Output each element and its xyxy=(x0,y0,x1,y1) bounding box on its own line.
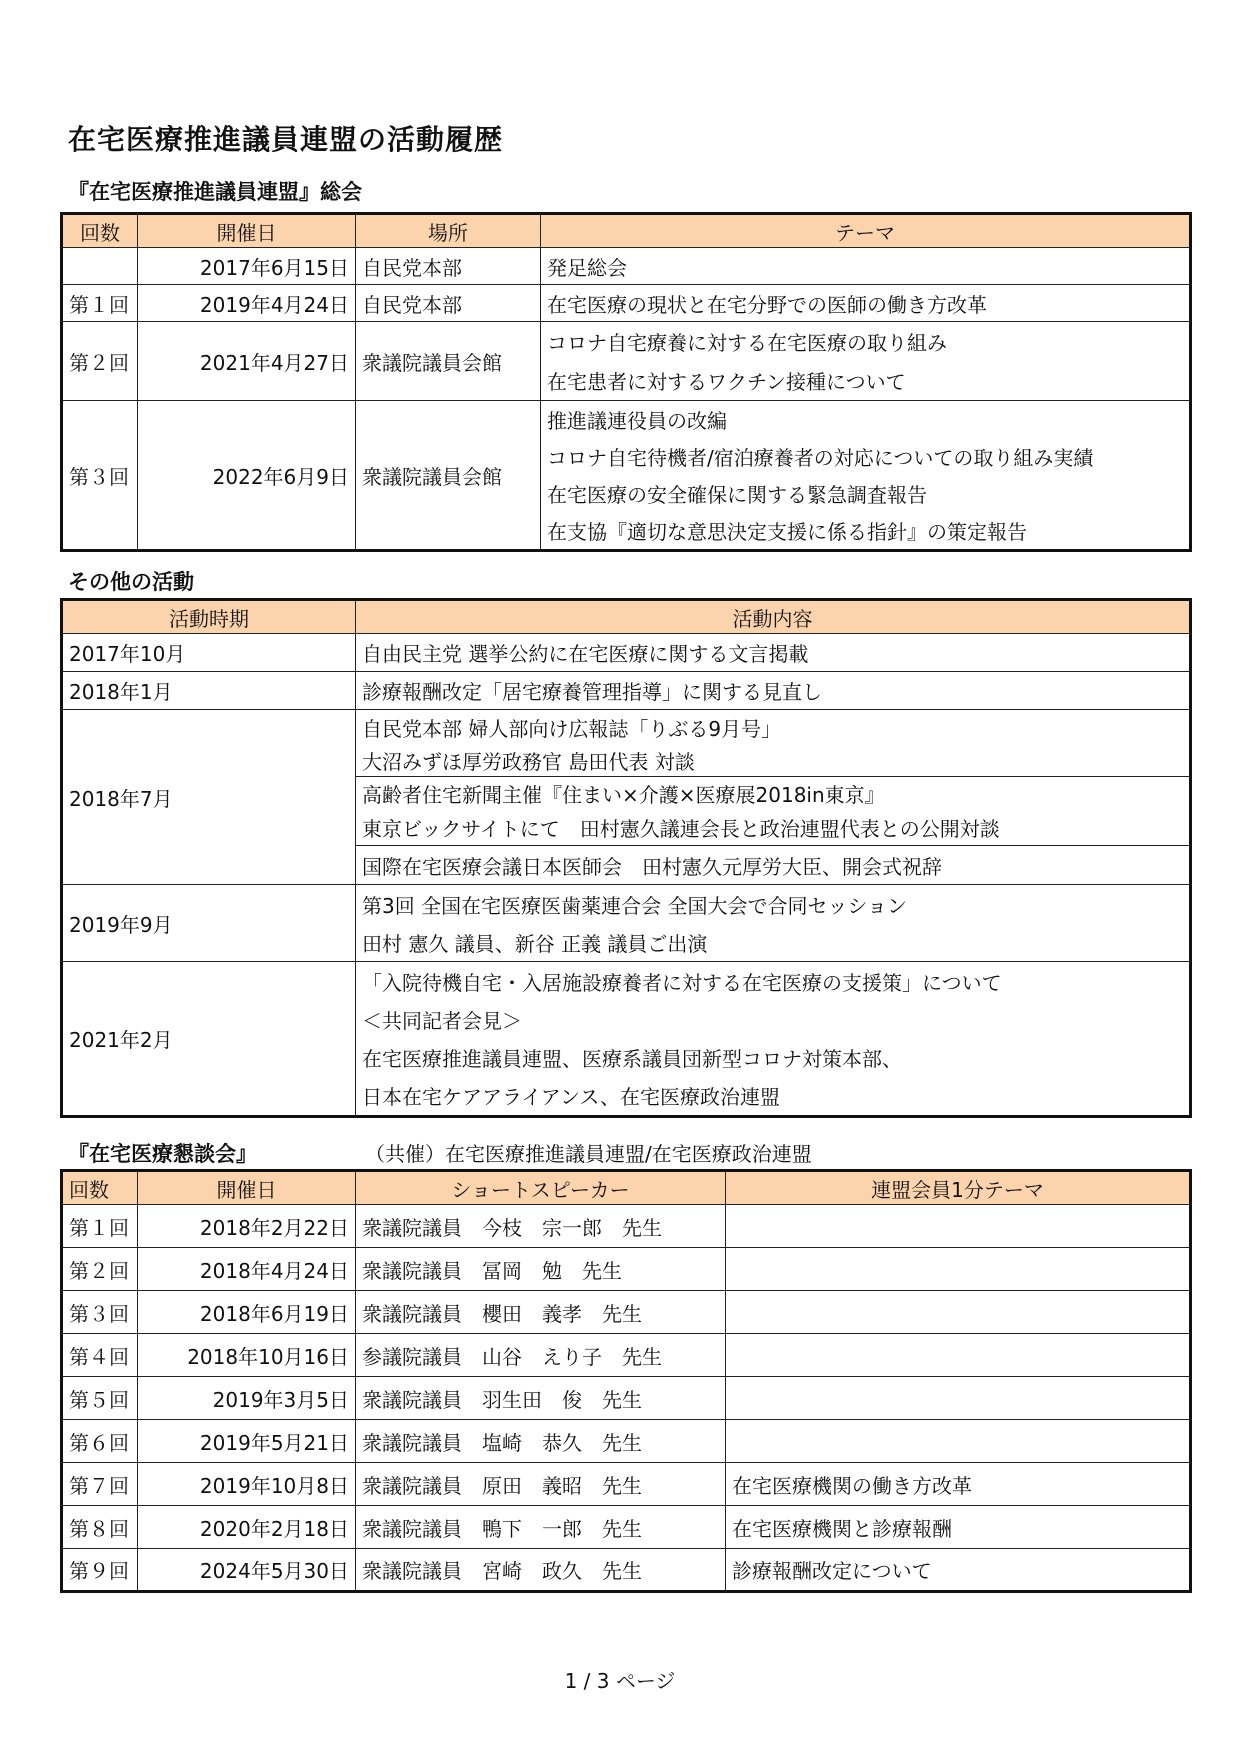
col-header-speaker: ショートスピーカー xyxy=(356,1171,726,1205)
row-member-theme xyxy=(726,1205,1191,1248)
row-place: 自民党本部 xyxy=(356,248,541,285)
row-theme xyxy=(541,322,1191,401)
row-count: 第６回 xyxy=(62,1420,138,1463)
content-line: 国際在宅医療会議日本医師会 田村憲久元厚労大臣、開会式祝辞 xyxy=(356,845,1189,884)
row-member-theme: 診療報酬改定について xyxy=(726,1549,1191,1592)
table-row xyxy=(62,1549,1191,1592)
row-count xyxy=(62,248,138,285)
section1-title: 『在宅医療推進議員連盟』総会 xyxy=(68,180,362,204)
content-line: 高齢者住宅新聞主催『住まい×介護×医療展2018in東京』 xyxy=(356,776,1189,810)
table-row xyxy=(62,710,1191,885)
co-host-note: （共催）在宅医療推進議員連盟/在宅医療政治連盟 xyxy=(365,1142,812,1166)
row-count: 第８回 xyxy=(62,1506,138,1549)
row-period: 2018年1月 xyxy=(62,672,356,710)
col-header-date: 開催日 xyxy=(138,214,356,248)
row-member-theme xyxy=(726,1334,1191,1377)
row-content xyxy=(356,962,1191,1117)
row-count: 第１回 xyxy=(62,285,138,322)
row-member-theme xyxy=(726,1377,1191,1420)
row-content xyxy=(356,710,1191,885)
table-row xyxy=(62,1377,1191,1420)
table-header-row xyxy=(62,1171,1191,1205)
table-row xyxy=(62,1506,1191,1549)
row-speaker: 参議院議員 山谷 えり子 先生 xyxy=(356,1334,726,1377)
row-date: 2017年6月15日 xyxy=(138,248,356,285)
content-line: 日本在宅ケアアライアンス、在宅医療政治連盟 xyxy=(362,1084,780,1109)
row-count: 第２回 xyxy=(62,322,138,401)
table-header-row xyxy=(62,600,1191,634)
row-place: 衆議院議員会館 xyxy=(356,401,541,551)
row-count: 第１回 xyxy=(62,1205,138,1248)
section3-title: 『在宅医療懇談会』 xyxy=(68,1142,257,1166)
table-row xyxy=(62,1463,1191,1506)
table-row xyxy=(62,1291,1191,1334)
content-line: 自民党本部 婦人部向け広報誌「りぶる9月号」 xyxy=(362,716,782,741)
table-row xyxy=(62,962,1191,1117)
col-header-period: 活動時期 xyxy=(62,600,356,634)
page-number: 1 / 3 ページ xyxy=(564,1669,676,1693)
row-date: 2018年4月24日 xyxy=(138,1248,356,1291)
table-row xyxy=(62,1420,1191,1463)
col-header-member-theme: 連盟会員1分テーマ xyxy=(726,1171,1191,1205)
row-date: 2020年2月18日 xyxy=(138,1506,356,1549)
roundtable-table xyxy=(60,1169,1192,1593)
theme-line: 推進議連役員の改編 xyxy=(547,409,727,433)
row-speaker: 衆議院議員 今枝 宗一郎 先生 xyxy=(356,1205,726,1248)
table-row xyxy=(62,322,1191,401)
theme-line: コロナ自宅療養に対する在宅医療の取り組み xyxy=(547,331,947,355)
row-date: 2019年5月21日 xyxy=(138,1420,356,1463)
row-theme: 在宅医療の現状と在宅分野での医師の働き方改革 xyxy=(541,285,1191,322)
theme-line: 在支協『適切な意思決定支援に係る指針』の策定報告 xyxy=(547,520,1027,544)
row-content: 診療報酬改定「居宅療養管理指導」に関する見直し xyxy=(356,672,1191,710)
row-speaker: 衆議院議員 羽生田 俊 先生 xyxy=(356,1377,726,1420)
row-speaker: 衆議院議員 冨岡 勉 先生 xyxy=(356,1248,726,1291)
row-period: 2019年9月 xyxy=(62,885,356,962)
row-date: 2019年10月8日 xyxy=(138,1463,356,1506)
content-line: 大沼みずほ厚労政務官 島田代表 対談 xyxy=(362,749,695,774)
content-line: 「入院待機自宅・入居施設療養者に対する在宅医療の支援策」について xyxy=(362,970,1002,995)
row-speaker: 衆議院議員 宮崎 政久 先生 xyxy=(356,1549,726,1592)
table-row xyxy=(62,885,1191,962)
row-theme: 発足総会 xyxy=(541,248,1191,285)
row-count: 第９回 xyxy=(62,1549,138,1592)
table-row xyxy=(62,1334,1191,1377)
table-row xyxy=(62,401,1191,551)
row-count: 第２回 xyxy=(62,1248,138,1291)
other-activities-table xyxy=(60,598,1192,1118)
row-date: 2022年6月9日 xyxy=(138,401,356,551)
content-line: 田村 憲久 議員、新谷 正義 議員ご出演 xyxy=(362,931,708,956)
row-period: 2021年2月 xyxy=(62,962,356,1117)
table-header-row xyxy=(62,214,1191,248)
row-date: 2018年6月19日 xyxy=(138,1291,356,1334)
table-row xyxy=(62,634,1191,672)
col-header-count: 回数 xyxy=(62,214,138,248)
row-date: 2018年2月22日 xyxy=(138,1205,356,1248)
col-header-theme: テーマ xyxy=(541,214,1191,248)
content-line: 第3回 全国在宅医療医歯薬連合会 全国大会で合同セッション xyxy=(362,893,908,918)
section2-title: その他の活動 xyxy=(68,570,194,594)
row-count: 第７回 xyxy=(62,1463,138,1506)
row-place: 自民党本部 xyxy=(356,285,541,322)
table-row xyxy=(62,672,1191,710)
row-speaker: 衆議院議員 櫻田 義孝 先生 xyxy=(356,1291,726,1334)
row-count: 第４回 xyxy=(62,1334,138,1377)
row-theme xyxy=(541,401,1191,551)
content-line: 東京ビックサイトにて 田村憲久議連会長と政治連盟代表との公開対談 xyxy=(362,817,1000,841)
row-count: 第５回 xyxy=(62,1377,138,1420)
content-line: 在宅医療推進議員連盟、医療系議員団新型コロナ対策本部、 xyxy=(362,1046,902,1071)
row-place: 衆議院議員会館 xyxy=(356,322,541,401)
col-header-date: 開催日 xyxy=(138,1171,356,1205)
row-content xyxy=(356,885,1191,962)
col-header-place: 場所 xyxy=(356,214,541,248)
theme-line: コロナ自宅待機者/宿泊療養者の対応についての取り組み実績 xyxy=(547,446,1094,470)
row-speaker: 衆議院議員 塩崎 恭久 先生 xyxy=(356,1420,726,1463)
table-row xyxy=(62,1205,1191,1248)
row-date: 2021年4月27日 xyxy=(138,322,356,401)
row-member-theme xyxy=(726,1248,1191,1291)
table-row xyxy=(62,248,1191,285)
row-date: 2024年5月30日 xyxy=(138,1549,356,1592)
row-date: 2018年10月16日 xyxy=(138,1334,356,1377)
theme-line: 在宅患者に対するワクチン接種について xyxy=(547,370,906,394)
table-row xyxy=(62,1248,1191,1291)
content-line: ＜共同記者会見＞ xyxy=(362,1008,522,1033)
row-member-theme xyxy=(726,1291,1191,1334)
row-content: 自由民主党 選挙公約に在宅医療に関する文言掲載 xyxy=(356,634,1191,672)
row-speaker: 衆議院議員 原田 義昭 先生 xyxy=(356,1463,726,1506)
row-period: 2018年7月 xyxy=(62,710,356,885)
row-member-theme: 在宅医療機関の働き方改革 xyxy=(726,1463,1191,1506)
page-title: 在宅医療推進議員連盟の活動履歴 xyxy=(68,123,504,156)
row-member-theme: 在宅医療機関と診療報酬 xyxy=(726,1506,1191,1549)
table-row xyxy=(62,285,1191,322)
row-date: 2019年3月5日 xyxy=(138,1377,356,1420)
col-header-count: 回数 xyxy=(62,1171,138,1205)
row-count: 第３回 xyxy=(62,1291,138,1334)
row-count: 第３回 xyxy=(62,401,138,551)
col-header-content: 活動内容 xyxy=(356,600,1191,634)
row-date: 2019年4月24日 xyxy=(138,285,356,322)
row-speaker: 衆議院議員 鴨下 一郎 先生 xyxy=(356,1506,726,1549)
row-period: 2017年10月 xyxy=(62,634,356,672)
row-member-theme xyxy=(726,1420,1191,1463)
general-assembly-table xyxy=(60,212,1192,552)
theme-line: 在宅医療の安全確保に関する緊急調査報告 xyxy=(547,483,927,507)
